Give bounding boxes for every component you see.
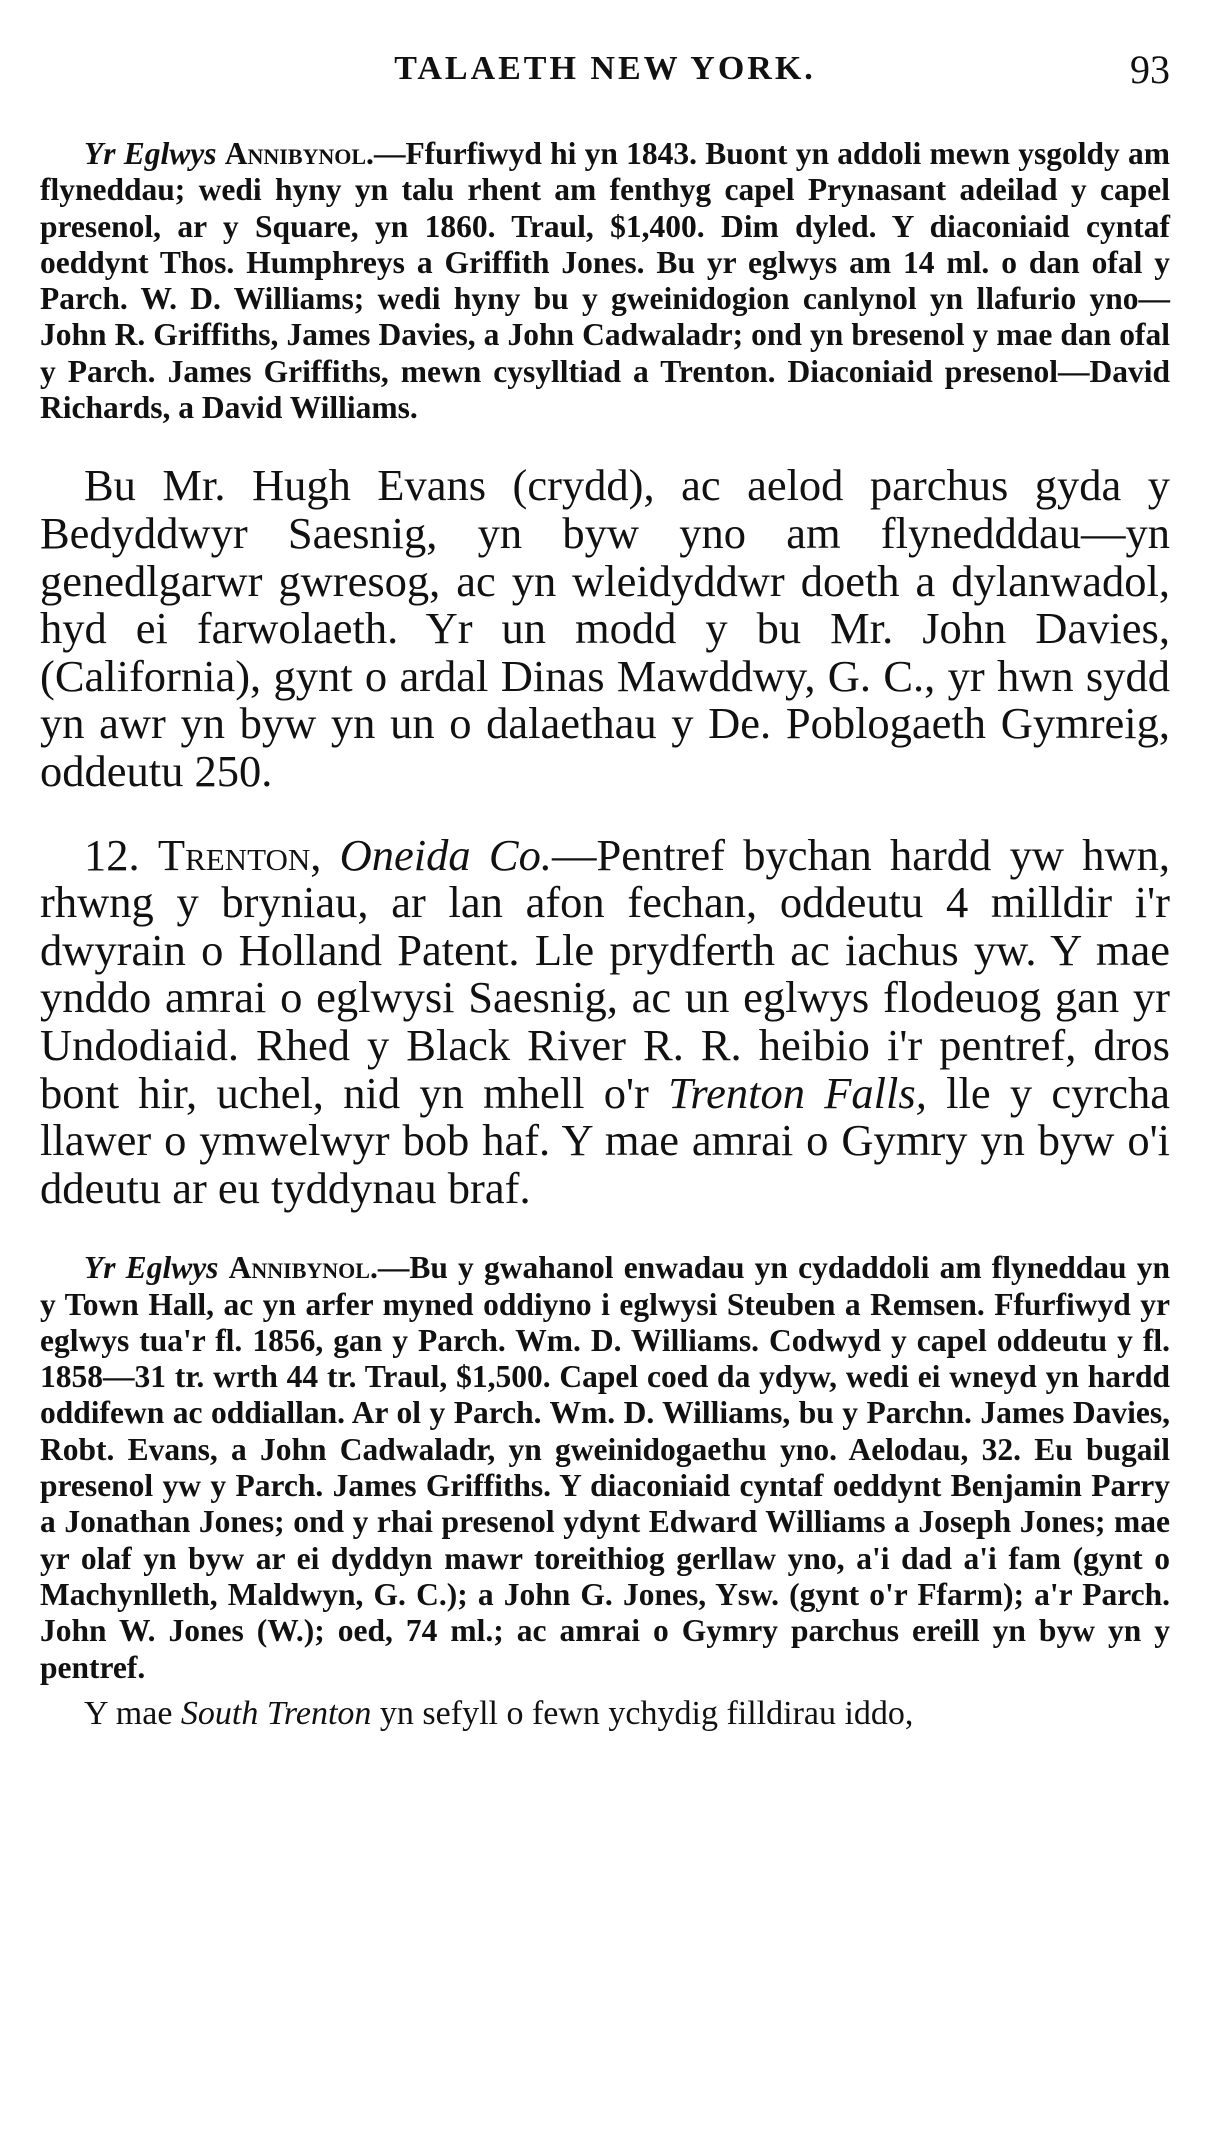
page-header [40, 40, 1170, 110]
paragraph-congregational-church-1 [40, 136, 1170, 426]
lead-caps: Annibynol. [228, 1250, 378, 1286]
lead-italic: Yr Eglwys [84, 1250, 219, 1286]
paragraph-congregational-church-2 [40, 1250, 1170, 1686]
paragraph-text: —Ffurfiwyd hi yn 1843. Buont yn addoli mewn ysgoldy am flyneddau; wedi hyny yn talu rhent am fenthyg capel Prynasant adeilad y capel presenol, ar y Square, yn 1860. Traul, $1,400. Dim dyled. Y diaconiaid cyntaf oeddynt Thos. Humphreys a Griffith Jones. Bu yr eglwys am 14 ml. o dan ofal y Parch. W. D. Williams; wedi hyny bu y gweinidogion canlynol yn llafurio yno—John R. Griffiths, James Davies, a John Cadwaladr; ond yn bresenol y mae dan ofal y Parch. James Griffiths, mewn cysylltiad a Trenton. Diaconiaid presenol—David Richards, a David Williams. [40, 136, 1171, 426]
italic-place: South Trenton [180, 1694, 372, 1732]
paragraph-text-b: lle y cyrcha llawer o ymwelwyr bob haf. Y mae amrai o Gymry yn byw o'i ddeutu ar eu tyddynau braf. [40, 1067, 1170, 1213]
page-number: 93 [1130, 47, 1170, 92]
section-number: 12. [84, 829, 140, 880]
paragraph-text: Bu Mr. Hugh Evans (crydd), ac aelod parchus gyda y Bedyddwyr Saesnig, yn byw yno am flynedddau—yn genedlgarwr gwresog, ac yn wleidyddwr doeth a dylanwadol, hyd ei farwolaeth. Yr un modd y bu Mr. John Davies, (California), gynt o ardal Dinas Mawddwy, G. C., yr hwn sydd yn awr yn byw yn un o dalaethau y De. Poblogaeth Gymreig, oddeutu 250. [40, 460, 1170, 796]
lead-caps: Annibynol. [224, 136, 374, 171]
book-page [40, 40, 1170, 1734]
paragraph-text-a: Y mae [84, 1694, 173, 1732]
paragraph-text-b: yn sefyll o fewn ychydig filldirau iddo, [379, 1694, 914, 1732]
paragraph-text-a: —Pentref bychan hardd yw hwn, rhwng y bryniau, ar lan afon fechan, oddeutu 4 milldir i'r dwyrain o Holland Patent. Lle prydferth ac iachus yw. Y mae ynddo amrai o eglwysi Saesnig, ac un eglwys flodeuog gan yr Undodiaid. Rhed y Black River R. R. heibio i'r pentref, dros bont hir, uchel, nid yn mhell o'r [40, 829, 1170, 1118]
paragraph-trenton [40, 829, 1170, 1213]
paragraph-south-trenton [40, 1694, 1170, 1734]
paragraph-text: —Bu y gwahanol enwadau yn cydaddoli am flyneddau yn y Town Hall, ac yn arfer myned oddiyno i eglwysi Steuben a Remsen. Ffurfiwyd yr eglwys tua'r fl. 1856, gan y Parch. Wm. D. Williams. Codwyd y capel oddeutu y fl. 1858—31 tr. wrth 44 tr. Traul, $1,500. Capel coed da ydyw, wedi ei wneyd yn hardd oddifewn ac oddiallan. Ar ol y Parch. Wm. D. Williams, bu y Parchn. James Davies, Robt. Evans, a John Cadwaladr, yn gweinidogaethu yno. Aelodau, 32. Eu bugail presenol yw y Parch. James Griffiths. Y diaconiaid cyntaf oeddynt Benjamin Parry a Jonathan Jones; ond y rhai presenol ydynt Edward Williams a Joseph Jones; mae yr olaf yn byw ar ei dyddyn mawr toreithiog gerllaw yno, a'i dad a'i fam (gynt o Machynlleth, Maldwyn, G. C.); a John G. Jones, Ysw. (gynt o'r Ffarm); a'r Parch. John W. Jones (W.); oed, 74 ml.; ac amrai o Gymry parchus ereill yn byw yn y pentref. [40, 1250, 1171, 1685]
paragraph-notable-residents [40, 462, 1170, 795]
italic-place: Trenton Falls, [668, 1067, 927, 1118]
place-name: Trenton, [157, 829, 322, 880]
running-head: TALAETH NEW YORK. [394, 50, 816, 87]
county-name: Oneida Co. [339, 829, 552, 880]
lead-italic: Yr Eglwys [84, 136, 217, 171]
